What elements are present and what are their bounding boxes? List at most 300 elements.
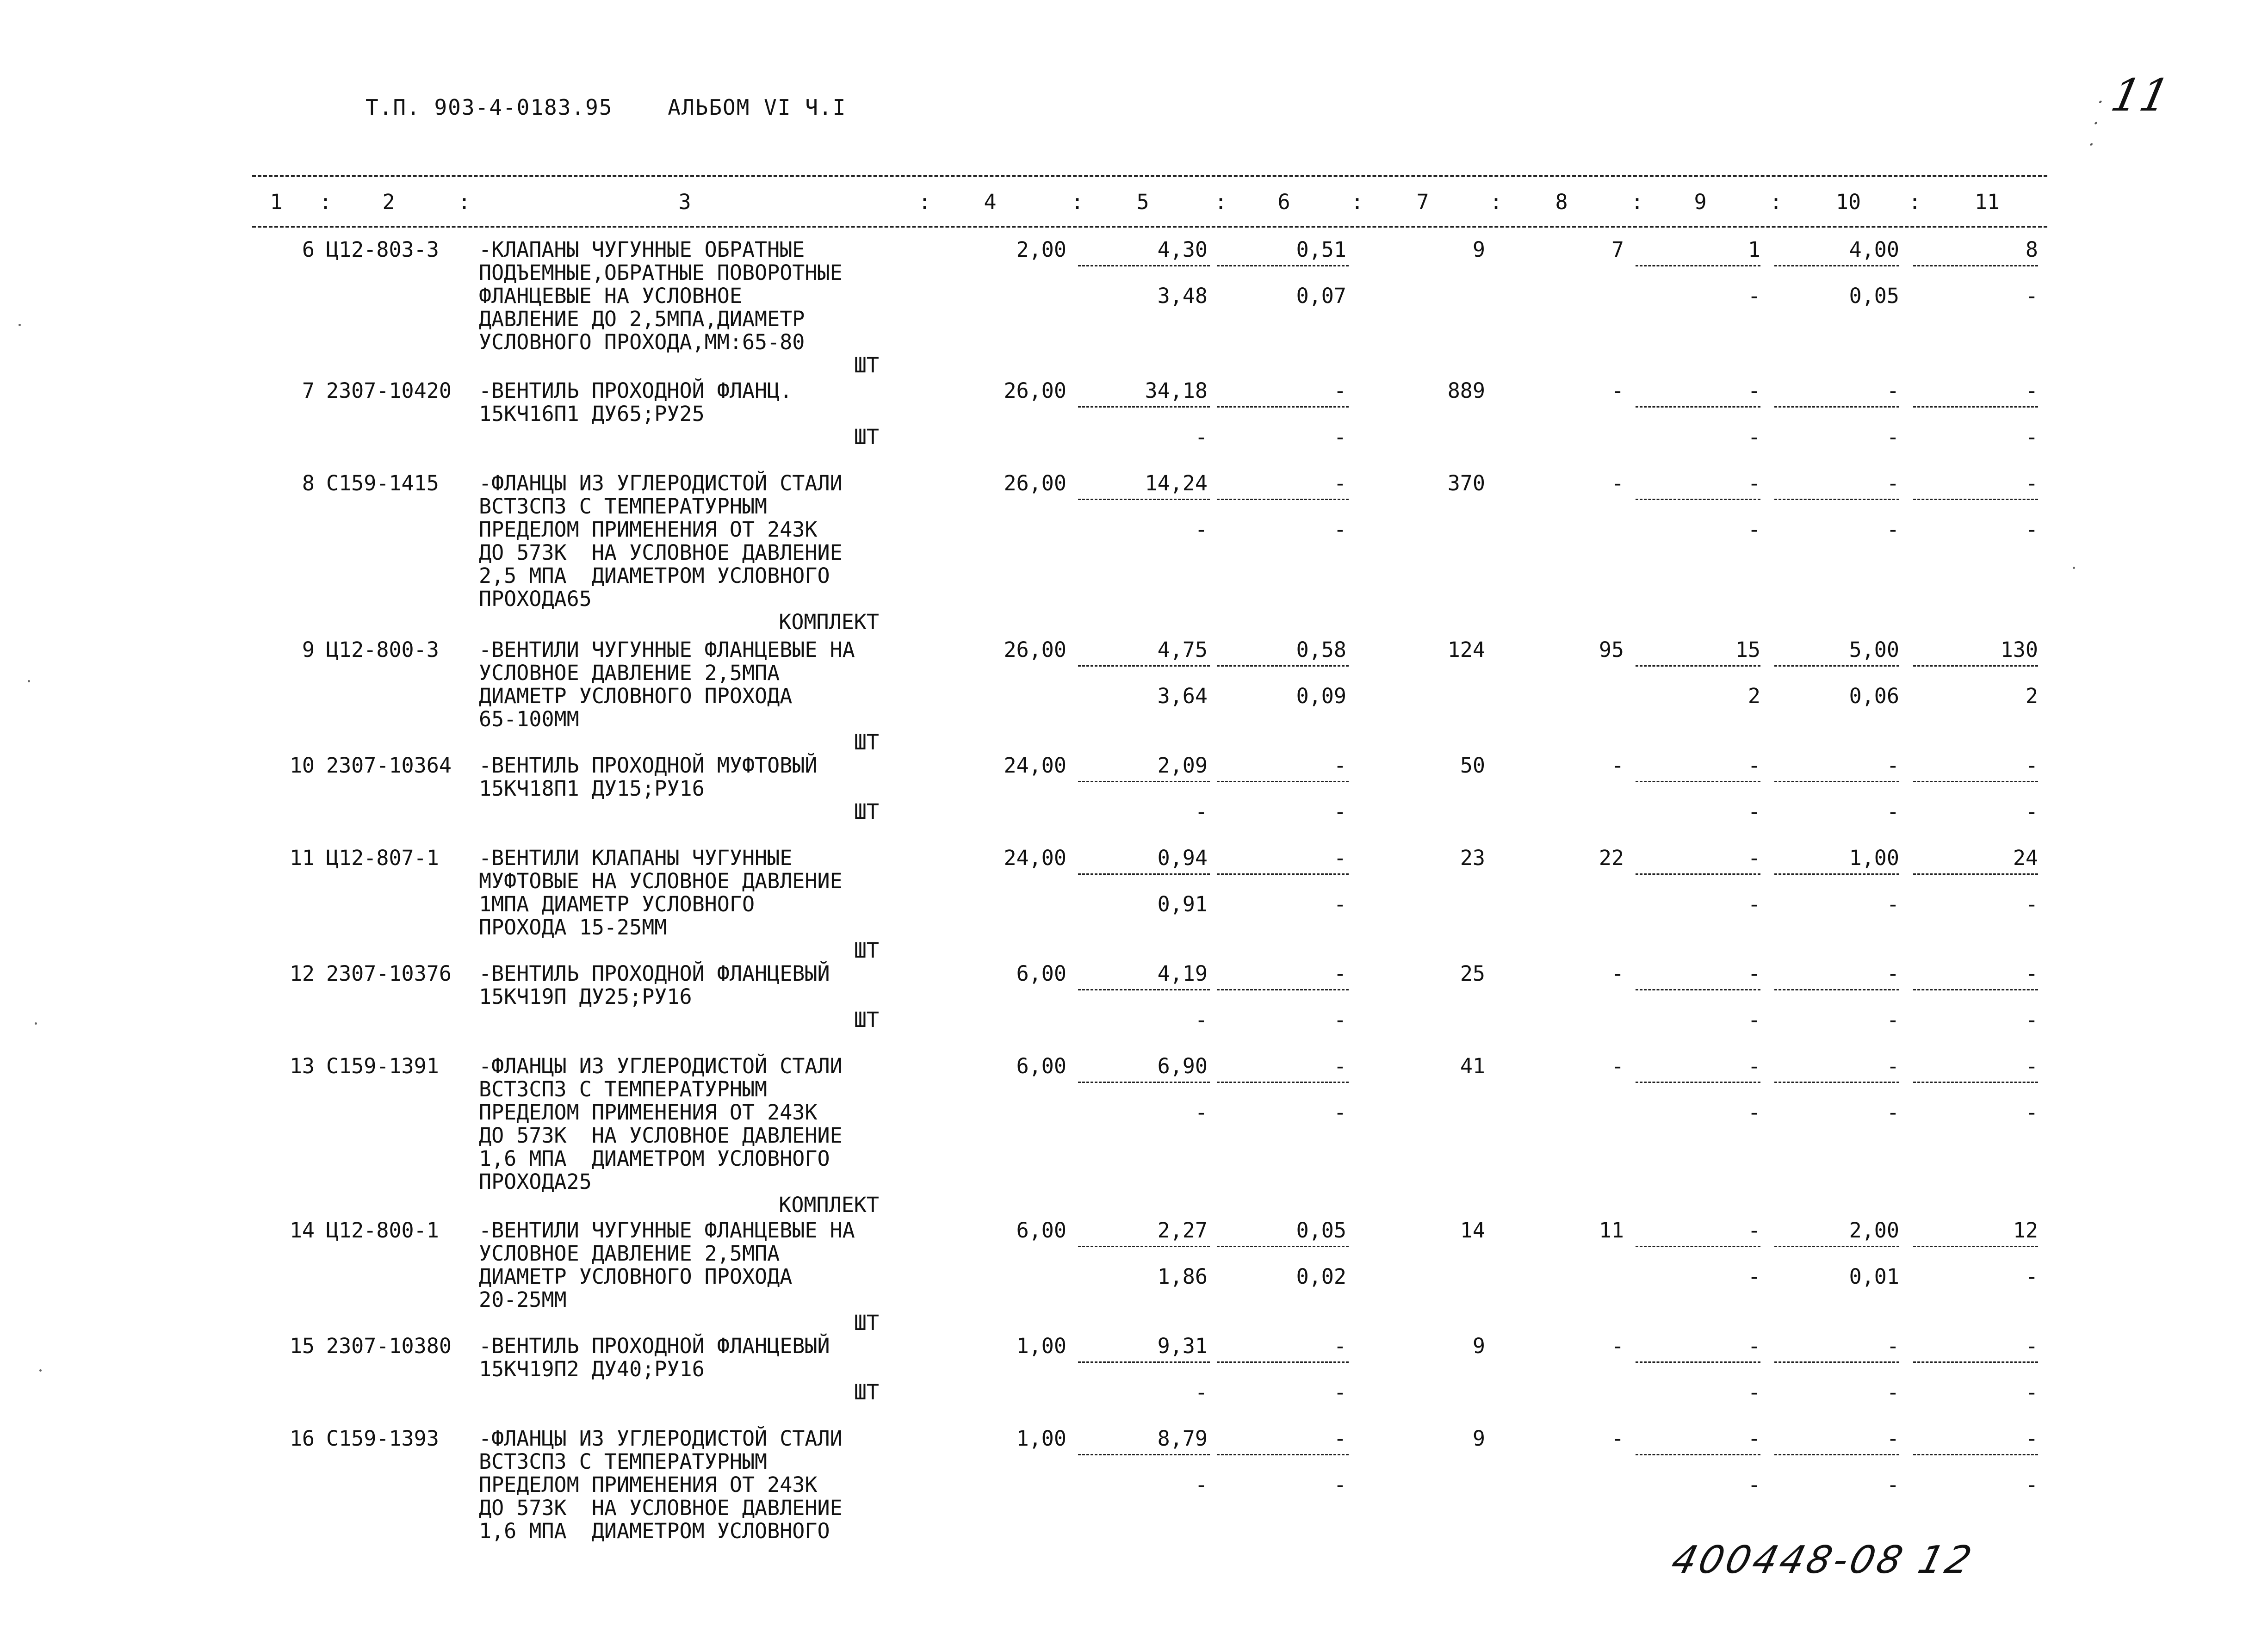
col6-value: - bbox=[1333, 1054, 1346, 1078]
sub-row-divider bbox=[1774, 989, 1899, 990]
unit-of-measure: ШТ bbox=[854, 730, 879, 755]
col5-value: 14,24 bbox=[1145, 471, 1208, 495]
unit-of-measure: КОМПЛЕКТ bbox=[779, 610, 879, 634]
sub-row-divider bbox=[1078, 1082, 1210, 1083]
sub-row-divider bbox=[1913, 265, 2038, 266]
col11-subvalue: - bbox=[2025, 284, 2038, 308]
sub-row-divider bbox=[1217, 665, 1349, 667]
quantity: 2,00 bbox=[1016, 237, 1066, 262]
decorative-dots: · · · bbox=[2086, 92, 2109, 155]
col10-subvalue: - bbox=[1886, 1008, 1899, 1032]
col10-value: - bbox=[1886, 471, 1899, 495]
col6-value: 0,58 bbox=[1296, 637, 1346, 662]
column-header-2: 2 bbox=[382, 190, 395, 214]
quantity: 1,00 bbox=[1016, 1334, 1066, 1358]
sub-row-divider bbox=[1078, 265, 1210, 266]
col7-value: 9 bbox=[1472, 1426, 1485, 1451]
sub-row-divider bbox=[1078, 781, 1210, 782]
col10-subvalue: - bbox=[1886, 1100, 1899, 1125]
column-header-9: 9 bbox=[1694, 190, 1707, 214]
sub-row-divider bbox=[1217, 1361, 1349, 1363]
sub-row-divider bbox=[1913, 1454, 2038, 1455]
col6-value: - bbox=[1333, 961, 1346, 986]
item-description-line: ВСТЗСПЗ С ТЕМПЕРАТУРНЫМ bbox=[479, 494, 768, 519]
sub-row-divider bbox=[1217, 989, 1349, 990]
col10-value: - bbox=[1886, 1426, 1899, 1451]
col7-value: 124 bbox=[1447, 637, 1485, 662]
col10-subvalue: - bbox=[1886, 517, 1899, 542]
col5-value: 9,31 bbox=[1157, 1334, 1208, 1358]
unit-of-measure: ШТ bbox=[854, 799, 879, 824]
item-code: 2307-10420 bbox=[326, 378, 452, 403]
item-description-line: УСЛОВНОЕ ДАВЛЕНИЕ 2,5МПА bbox=[479, 661, 780, 685]
page-number: · · · 11 bbox=[2086, 69, 2175, 155]
col6-subvalue: - bbox=[1333, 1472, 1346, 1497]
col11-subvalue: - bbox=[2025, 1472, 2038, 1497]
column-header-4: 4 bbox=[984, 190, 997, 214]
col9-value: - bbox=[1747, 1334, 1760, 1358]
sub-row-divider bbox=[1078, 665, 1210, 667]
col5-value: 4,30 bbox=[1157, 237, 1208, 262]
item-description-line: ПРОХОДА 15-25ММ bbox=[479, 915, 667, 940]
column-header-8: 8 bbox=[1555, 190, 1568, 214]
row-number: 8 bbox=[302, 471, 315, 495]
col6-subvalue: 0,09 bbox=[1296, 684, 1346, 708]
col10-value: - bbox=[1886, 1054, 1899, 1078]
sub-row-divider bbox=[1636, 781, 1760, 782]
col6-subvalue: - bbox=[1333, 517, 1346, 542]
sub-row-divider bbox=[1636, 989, 1760, 990]
row-number: 10 bbox=[289, 753, 315, 778]
col6-value: - bbox=[1333, 1426, 1346, 1451]
item-description-line: -ВЕНТИЛЬ ПРОХОДНОЙ ФЛАНЦЕВЫЙ bbox=[479, 961, 830, 986]
row-number: 16 bbox=[289, 1426, 315, 1451]
sub-row-divider bbox=[1774, 1082, 1899, 1083]
col9-value: - bbox=[1747, 961, 1760, 986]
col9-subvalue: 2 bbox=[1747, 684, 1760, 708]
col11-value: - bbox=[2025, 1334, 2038, 1358]
item-description-line: 1МПА ДИАМЕТР УСЛОВНОГО bbox=[479, 892, 755, 916]
col7-value: 889 bbox=[1447, 378, 1485, 403]
sub-row-divider bbox=[1774, 1361, 1899, 1363]
row-number: 13 bbox=[289, 1054, 315, 1078]
quantity: 6,00 bbox=[1016, 1054, 1066, 1078]
row-number: 12 bbox=[289, 961, 315, 986]
col6-subvalue: - bbox=[1333, 1380, 1346, 1404]
row-number: 6 bbox=[302, 237, 315, 262]
col9-value: - bbox=[1747, 471, 1760, 495]
column-separator: : bbox=[1909, 190, 1921, 214]
col5-value: 2,27 bbox=[1157, 1218, 1208, 1243]
sub-row-divider bbox=[1217, 781, 1349, 782]
sub-row-divider bbox=[1636, 265, 1760, 266]
item-description-line: 1,6 МПА ДИАМЕТРОМ УСЛОВНОГО bbox=[479, 1519, 830, 1543]
col10-value: - bbox=[1886, 753, 1899, 778]
album-label: АЛЬБОМ VI Ч.I bbox=[668, 95, 847, 120]
scan-speck bbox=[39, 1369, 42, 1372]
col6-value: 0,51 bbox=[1296, 237, 1346, 262]
col9-subvalue: - bbox=[1747, 1264, 1760, 1289]
sub-row-divider bbox=[1217, 406, 1349, 408]
scan-speck bbox=[35, 1022, 37, 1025]
quantity: 6,00 bbox=[1016, 961, 1066, 986]
col10-value: 4,00 bbox=[1849, 237, 1899, 262]
sub-row-divider bbox=[1078, 499, 1210, 500]
col5-value: 2,09 bbox=[1157, 753, 1208, 778]
col6-value: - bbox=[1333, 846, 1346, 870]
col11-value: 130 bbox=[2000, 637, 2038, 662]
col8-value: - bbox=[1611, 378, 1624, 403]
col8-value: - bbox=[1611, 1426, 1624, 1451]
quantity: 26,00 bbox=[1004, 471, 1066, 495]
quantity: 26,00 bbox=[1004, 637, 1066, 662]
item-description-line: ДО 573К НА УСЛОВНОЕ ДАВЛЕНИЕ bbox=[479, 1496, 843, 1520]
sub-row-divider bbox=[1913, 665, 2038, 667]
doc-code: Т.П. 903-4-0183.95 bbox=[366, 95, 613, 120]
col10-value: - bbox=[1886, 961, 1899, 986]
item-description-line: ФЛАНЦЕВЫЕ НА УСЛОВНОЕ bbox=[479, 284, 742, 308]
sub-row-divider bbox=[1636, 1082, 1760, 1083]
quantity: 1,00 bbox=[1016, 1426, 1066, 1451]
item-description-line: -ВЕНТИЛЬ ПРОХОДНОЙ МУФТОВЫЙ bbox=[479, 753, 818, 778]
item-description-line: ДИАМЕТР УСЛОВНОГО ПРОХОДА bbox=[479, 684, 793, 708]
sub-row-divider bbox=[1913, 781, 2038, 782]
col8-value: 7 bbox=[1611, 237, 1624, 262]
col5-value: 0,94 bbox=[1157, 846, 1208, 870]
col5-subvalue: 3,48 bbox=[1157, 284, 1208, 308]
col9-value: - bbox=[1747, 1218, 1760, 1243]
sub-row-divider bbox=[1774, 499, 1899, 500]
item-description-line: 15КЧ19П ДУ25;РУ16 bbox=[479, 984, 692, 1009]
col6-subvalue: - bbox=[1333, 425, 1346, 449]
col9-subvalue: - bbox=[1747, 1380, 1760, 1404]
col9-value: - bbox=[1747, 1426, 1760, 1451]
col11-subvalue: 2 bbox=[2025, 684, 2038, 708]
col8-value: - bbox=[1611, 961, 1624, 986]
col6-subvalue: - bbox=[1333, 799, 1346, 824]
sub-row-divider bbox=[1636, 406, 1760, 408]
item-description-line: 65-100ММ bbox=[479, 707, 579, 731]
col11-subvalue: - bbox=[2025, 892, 2038, 916]
col9-subvalue: - bbox=[1747, 892, 1760, 916]
sub-row-divider bbox=[1636, 1454, 1760, 1455]
item-description-line: УСЛОВНОГО ПРОХОДА,ММ:65-80 bbox=[479, 330, 805, 354]
col11-value: 24 bbox=[2013, 846, 2038, 870]
row-number: 7 bbox=[302, 378, 315, 403]
col6-value: - bbox=[1333, 378, 1346, 403]
column-header-1: 1 bbox=[270, 190, 283, 214]
col8-value: 95 bbox=[1599, 637, 1624, 662]
item-description-line: -ВЕНТИЛЬ ПРОХОДНОЙ ФЛАНЦЕВЫЙ bbox=[479, 1334, 830, 1358]
col9-subvalue: - bbox=[1747, 517, 1760, 542]
quantity: 6,00 bbox=[1016, 1218, 1066, 1243]
sub-row-divider bbox=[1774, 781, 1899, 782]
col9-value: 1 bbox=[1747, 237, 1760, 262]
column-separator: : bbox=[1351, 190, 1364, 214]
column-header-5: 5 bbox=[1136, 190, 1149, 214]
item-code: С159-1393 bbox=[326, 1426, 439, 1451]
col5-value: 8,79 bbox=[1157, 1426, 1208, 1451]
unit-of-measure: ШТ bbox=[854, 1008, 879, 1032]
unit-of-measure: ШТ bbox=[854, 938, 879, 963]
col8-value: - bbox=[1611, 1054, 1624, 1078]
col10-subvalue: 0,05 bbox=[1849, 284, 1899, 308]
col5-subvalue: - bbox=[1195, 1380, 1208, 1404]
unit-of-measure: ШТ bbox=[854, 1380, 879, 1404]
item-description-line: -ФЛАНЦЫ ИЗ УГЛЕРОДИСТОЙ СТАЛИ bbox=[479, 1054, 843, 1078]
col6-subvalue: - bbox=[1333, 1008, 1346, 1032]
quantity: 24,00 bbox=[1004, 753, 1066, 778]
item-code: Ц12-803-3 bbox=[326, 237, 439, 262]
sub-row-divider bbox=[1217, 1454, 1349, 1455]
col11-subvalue: - bbox=[2025, 1264, 2038, 1289]
item-description-line: ПРОХОДА25 bbox=[479, 1169, 592, 1194]
column-header-11: 11 bbox=[1974, 190, 2000, 214]
sub-row-divider bbox=[1774, 406, 1899, 408]
sub-row-divider bbox=[1913, 873, 2038, 875]
col6-value: - bbox=[1333, 471, 1346, 495]
col8-value: 11 bbox=[1599, 1218, 1624, 1243]
scan-speck bbox=[2073, 567, 2075, 569]
unit-of-measure: ШТ bbox=[854, 1311, 879, 1335]
sub-row-divider bbox=[1078, 873, 1210, 875]
col5-value: 6,90 bbox=[1157, 1054, 1208, 1078]
item-description-line: ПРЕДЕЛОМ ПРИМЕНЕНИЯ ОТ 243К bbox=[479, 1472, 818, 1497]
item-description-line: -ВЕНТИЛИ ЧУГУННЫЕ ФЛАНЦЕВЫЕ НА bbox=[479, 637, 855, 662]
sub-row-divider bbox=[1913, 1082, 2038, 1083]
col5-subvalue: - bbox=[1195, 425, 1208, 449]
col5-subvalue: 1,86 bbox=[1157, 1264, 1208, 1289]
item-description-line: УСЛОВНОЕ ДАВЛЕНИЕ 2,5МПА bbox=[479, 1241, 780, 1266]
item-code: С159-1415 bbox=[326, 471, 439, 495]
item-description-line: 1,6 МПА ДИАМЕТРОМ УСЛОВНОГО bbox=[479, 1146, 830, 1171]
sub-row-divider bbox=[1217, 873, 1349, 875]
col7-value: 370 bbox=[1447, 471, 1485, 495]
col5-subvalue: - bbox=[1195, 799, 1208, 824]
col10-value: - bbox=[1886, 378, 1899, 403]
sub-row-divider bbox=[1078, 1454, 1210, 1455]
sub-row-divider bbox=[1774, 1454, 1899, 1455]
handwritten-stamp: 400448-08 12 bbox=[1667, 1538, 1979, 1582]
item-code: 2307-10376 bbox=[326, 961, 452, 986]
item-description-line: 20-25ММ bbox=[479, 1287, 567, 1312]
item-description-line: ДО 573К НА УСЛОВНОЕ ДАВЛЕНИЕ bbox=[479, 1123, 843, 1148]
sub-row-divider bbox=[1913, 1361, 2038, 1363]
col10-subvalue: - bbox=[1886, 425, 1899, 449]
sub-row-divider bbox=[1078, 406, 1210, 408]
col11-subvalue: - bbox=[2025, 1008, 2038, 1032]
col9-value: - bbox=[1747, 1054, 1760, 1078]
col11-subvalue: - bbox=[2025, 1380, 2038, 1404]
sub-row-divider bbox=[1636, 665, 1760, 667]
item-code: Ц12-807-1 bbox=[326, 846, 439, 870]
item-description-line: -ФЛАНЦЫ ИЗ УГЛЕРОДИСТОЙ СТАЛИ bbox=[479, 471, 843, 495]
col8-value: 22 bbox=[1599, 846, 1624, 870]
sub-row-divider bbox=[1774, 1246, 1899, 1247]
scan-speck bbox=[28, 680, 30, 682]
col6-value: - bbox=[1333, 1334, 1346, 1358]
unit-of-measure: ШТ bbox=[854, 353, 879, 377]
quantity: 26,00 bbox=[1004, 378, 1066, 403]
col7-value: 25 bbox=[1460, 961, 1485, 986]
sub-row-divider bbox=[1636, 499, 1760, 500]
col6-subvalue: - bbox=[1333, 892, 1346, 916]
col10-value: - bbox=[1886, 1334, 1899, 1358]
sub-row-divider bbox=[1774, 665, 1899, 667]
col11-value: - bbox=[2025, 1054, 2038, 1078]
col10-value: 5,00 bbox=[1849, 637, 1899, 662]
col7-value: 9 bbox=[1472, 1334, 1485, 1358]
sub-row-divider bbox=[1774, 265, 1899, 266]
col9-subvalue: - bbox=[1747, 1008, 1760, 1032]
item-description-line: ВСТЗСПЗ С ТЕМПЕРАТУРНЫМ bbox=[479, 1077, 768, 1101]
item-code: Ц12-800-3 bbox=[326, 637, 439, 662]
col11-value: - bbox=[2025, 753, 2038, 778]
item-description-line: ПРЕДЕЛОМ ПРИМЕНЕНИЯ ОТ 243К bbox=[479, 517, 818, 542]
col10-subvalue: - bbox=[1886, 1380, 1899, 1404]
column-separator: : bbox=[319, 190, 332, 214]
col9-subvalue: - bbox=[1747, 284, 1760, 308]
sub-row-divider bbox=[1217, 265, 1349, 266]
item-description-line: 15КЧ18П1 ДУ15;РУ16 bbox=[479, 776, 705, 801]
column-separator: : bbox=[1631, 190, 1644, 214]
quantity: 24,00 bbox=[1004, 846, 1066, 870]
col10-subvalue: - bbox=[1886, 1472, 1899, 1497]
item-description-line: 2,5 МПА ДИАМЕТРОМ УСЛОВНОГО bbox=[479, 563, 830, 588]
unit-of-measure: КОМПЛЕКТ bbox=[779, 1193, 879, 1217]
sub-row-divider bbox=[1078, 989, 1210, 990]
col7-value: 9 bbox=[1472, 237, 1485, 262]
col10-subvalue: - bbox=[1886, 799, 1899, 824]
col6-subvalue: 0,02 bbox=[1296, 1264, 1346, 1289]
col5-subvalue: - bbox=[1195, 1008, 1208, 1032]
item-description-line: ПРОХОДА65 bbox=[479, 587, 592, 611]
col5-subvalue: - bbox=[1195, 1100, 1208, 1125]
item-description-line: ДИАМЕТР УСЛОВНОГО ПРОХОДА bbox=[479, 1264, 793, 1289]
item-description-line: 15КЧ19П2 ДУ40;РУ16 bbox=[479, 1357, 705, 1381]
col9-subvalue: - bbox=[1747, 425, 1760, 449]
col5-subvalue: 3,64 bbox=[1157, 684, 1208, 708]
item-description-line: ДО 573К НА УСЛОВНОЕ ДАВЛЕНИЕ bbox=[479, 540, 843, 565]
sub-row-divider bbox=[1636, 873, 1760, 875]
col9-value: - bbox=[1747, 378, 1760, 403]
item-description-line: -КЛАПАНЫ ЧУГУННЫЕ ОБРАТНЫЕ bbox=[479, 237, 805, 262]
col5-value: 4,19 bbox=[1157, 961, 1208, 986]
sub-row-divider bbox=[1078, 1246, 1210, 1247]
col5-value: 34,18 bbox=[1145, 378, 1208, 403]
sub-row-divider bbox=[1913, 1246, 2038, 1247]
col11-value: - bbox=[2025, 961, 2038, 986]
sub-row-divider bbox=[1913, 406, 2038, 408]
col7-value: 50 bbox=[1460, 753, 1485, 778]
column-separator: : bbox=[1215, 190, 1227, 214]
item-description-line: МУФТОВЫЕ НА УСЛОВНОЕ ДАВЛЕНИЕ bbox=[479, 869, 843, 893]
col7-value: 23 bbox=[1460, 846, 1485, 870]
item-description-line: ВСТЗСПЗ С ТЕМПЕРАТУРНЫМ bbox=[479, 1449, 768, 1474]
item-description-line: ДАВЛЕНИЕ ДО 2,5МПА,ДИАМЕТР bbox=[479, 307, 805, 331]
col5-value: 4,75 bbox=[1157, 637, 1208, 662]
sub-row-divider bbox=[1078, 1361, 1210, 1363]
col11-value: - bbox=[2025, 378, 2038, 403]
column-header-6: 6 bbox=[1277, 190, 1290, 214]
column-separator: : bbox=[918, 190, 931, 214]
col9-value: - bbox=[1747, 846, 1760, 870]
col6-subvalue: - bbox=[1333, 1100, 1346, 1125]
row-number: 11 bbox=[289, 846, 315, 870]
sub-row-divider bbox=[1913, 499, 2038, 500]
item-description-line: ПРЕДЕЛОМ ПРИМЕНЕНИЯ ОТ 243К bbox=[479, 1100, 818, 1125]
item-description-line: ПОДЪЕМНЫЕ,ОБРАТНЫЕ ПОВОРОТНЫЕ bbox=[479, 260, 843, 285]
row-number: 15 bbox=[289, 1334, 315, 1358]
item-description-line: -ФЛАНЦЫ ИЗ УГЛЕРОДИСТОЙ СТАЛИ bbox=[479, 1426, 843, 1451]
item-description-line: -ВЕНТИЛИ ЧУГУННЫЕ ФЛАНЦЕВЫЕ НА bbox=[479, 1218, 855, 1243]
sub-row-divider bbox=[1636, 1361, 1760, 1363]
item-description-line: -ВЕНТИЛЬ ПРОХОДНОЙ ФЛАНЦ. bbox=[479, 378, 793, 403]
col5-subvalue: 0,91 bbox=[1157, 892, 1208, 916]
column-header-3: 3 bbox=[678, 190, 691, 214]
col6-value: - bbox=[1333, 753, 1346, 778]
item-description-line: -ВЕНТИЛИ КЛАПАНЫ ЧУГУННЫЕ bbox=[479, 846, 793, 870]
col11-value: - bbox=[2025, 1426, 2038, 1451]
column-separator: : bbox=[1071, 190, 1084, 214]
col10-value: 2,00 bbox=[1849, 1218, 1899, 1243]
column-separator: : bbox=[1770, 190, 1783, 214]
row-number: 14 bbox=[289, 1218, 315, 1243]
sub-row-divider bbox=[1774, 873, 1899, 875]
col8-value: - bbox=[1611, 753, 1624, 778]
col9-subvalue: - bbox=[1747, 1100, 1760, 1125]
sub-row-divider bbox=[1217, 1246, 1349, 1247]
col5-subvalue: - bbox=[1195, 1472, 1208, 1497]
column-header-10: 10 bbox=[1835, 190, 1861, 214]
sub-row-divider bbox=[1913, 989, 2038, 990]
sub-row-divider bbox=[1217, 499, 1349, 500]
col6-value: 0,05 bbox=[1296, 1218, 1346, 1243]
unit-of-measure: ШТ bbox=[854, 425, 879, 449]
item-code: 2307-10380 bbox=[326, 1334, 452, 1358]
col6-subvalue: 0,07 bbox=[1296, 284, 1346, 308]
col5-subvalue: - bbox=[1195, 517, 1208, 542]
col7-value: 14 bbox=[1460, 1218, 1485, 1243]
item-code: Ц12-800-1 bbox=[326, 1218, 439, 1243]
column-header-7: 7 bbox=[1416, 190, 1429, 214]
col10-subvalue: 0,01 bbox=[1849, 1264, 1899, 1289]
col10-subvalue: 0,06 bbox=[1849, 684, 1899, 708]
col11-value: - bbox=[2025, 471, 2038, 495]
item-description-line: 15КЧ16П1 ДУ65;РУ25 bbox=[479, 402, 705, 426]
col10-subvalue: - bbox=[1886, 892, 1899, 916]
col9-subvalue: - bbox=[1747, 1472, 1760, 1497]
col8-value: - bbox=[1611, 1334, 1624, 1358]
col11-subvalue: - bbox=[2025, 1100, 2038, 1125]
column-separator: : bbox=[458, 190, 471, 214]
column-separator: : bbox=[1490, 190, 1503, 214]
col11-value: 12 bbox=[2013, 1218, 2038, 1243]
col10-value: 1,00 bbox=[1849, 846, 1899, 870]
item-code: С159-1391 bbox=[326, 1054, 439, 1078]
scan-speck bbox=[19, 324, 21, 326]
col11-value: 8 bbox=[2025, 237, 2038, 262]
item-code: 2307-10364 bbox=[326, 753, 452, 778]
col9-value: - bbox=[1747, 753, 1760, 778]
col9-subvalue: - bbox=[1747, 799, 1760, 824]
col11-subvalue: - bbox=[2025, 517, 2038, 542]
col9-value: 15 bbox=[1735, 637, 1760, 662]
sub-row-divider bbox=[1217, 1082, 1349, 1083]
col7-value: 41 bbox=[1460, 1054, 1485, 1078]
col11-subvalue: - bbox=[2025, 799, 2038, 824]
col8-value: - bbox=[1611, 471, 1624, 495]
